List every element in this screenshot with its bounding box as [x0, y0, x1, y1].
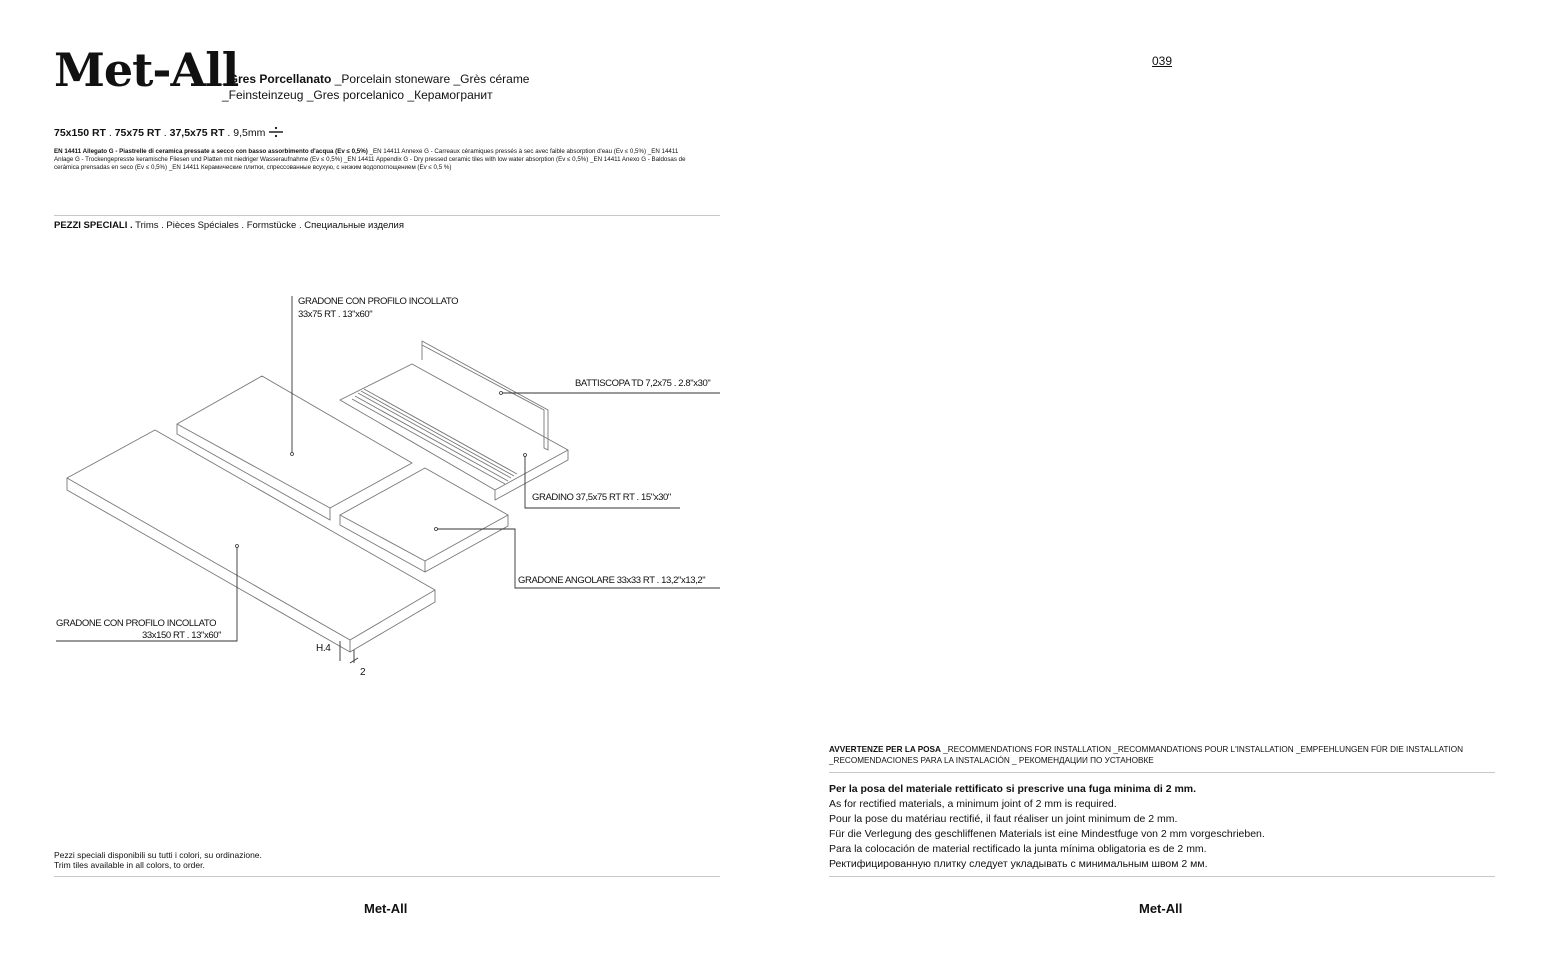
- trims-rest: Trims . Pièces Spéciales . Formstücke . Специальные изделия: [132, 220, 404, 231]
- footnote-line1: Pezzi speciali disponibili su tutti i colori, su ordinazione.: [54, 850, 262, 860]
- battiscopa-shape: [422, 341, 548, 450]
- footer-brand-left: Met-All: [364, 901, 408, 916]
- footer-brand-right: Met-All: [1139, 901, 1183, 916]
- brand-title: Met-All: [54, 43, 239, 97]
- advice-title: [829, 744, 1499, 766]
- separator: .: [105, 127, 115, 139]
- dimension-h4: H.4: [316, 643, 331, 654]
- advice-body: [829, 782, 1265, 872]
- format-2: 75x75 RT: [114, 127, 161, 139]
- gradino-shape: [340, 364, 568, 500]
- gradone-angolare-shape: [340, 468, 508, 572]
- advice-line-fr: Pour la pose du matériau rectifié, il faut réaliser un joint minimum de 2 mm.: [829, 813, 1178, 825]
- divider-bottom-right: [829, 876, 1495, 877]
- separator: .: [224, 127, 234, 139]
- thickness: 9,5mm: [233, 127, 266, 139]
- advice-line-ru: Ректифицированную плитку следует укладывать с минимальным швом 2 мм.: [829, 858, 1208, 870]
- footnote-line2: Trim tiles available in all colors, to order.: [54, 860, 205, 870]
- label-gradone-bottom-line2: 33x150 RT . 13"x60": [142, 630, 222, 641]
- material-subtitle-line2: _Feinsteinzeug _Gres porcelanico _Керамогранит: [222, 88, 493, 102]
- divider-bottom-left: [54, 876, 720, 877]
- advice-title-rest: _RECOMMENDATIONS FOR INSTALLATION _RECOMMANDATIONS POUR L'INSTALLATION _EMPFEHLUNGEN FÜR DIE INSTALLATION _RECOMENDACIONES PARA LA INSTALACIÓN _ РЕКОМЕНДАЦИИ ПО УСТАНОВКЕ: [829, 745, 1464, 765]
- label-gradone-angolare: GRADONE ANGOLARE 33x33 RT . 13,2"x13,2": [518, 575, 706, 586]
- divider-advice: [829, 772, 1495, 773]
- footnote: [54, 850, 262, 870]
- format-1: 75x150 RT: [54, 127, 106, 139]
- advice-line-en: As for rectified materials, a minimum joint of 2 mm is required.: [829, 798, 1117, 810]
- advice-line-de: Für die Verlegung des geschliffenen Materials ist eine Mindestfuge von 2 mm vorgeschrieben.: [829, 828, 1265, 840]
- norm-rest: _EN 14411 Annexe G - Carreaux céramiques pressés à sec avec faible absorption d'eau (Ev ≤ 0,5%) _EN 14411 Anlage G - Trockengepresste keramische Fliesen und Platten mit niedriger Wasseraufnahme (Ev ≤ 0,5%) _EN 14411 Appendix G - Dry pressed ceramic tiles with low water absorption (Ev ≤ 0,5%) _EN 14411 Anexo G - Baldosas de cerámica prensadas en seco (Ev ≤ 0,5%) _EN 14411 Керамические плитки, спрессованные всухую, с низким водопоглощением (Ev ≤ 0,5 %): [54, 148, 686, 171]
- page-number: 039: [1152, 54, 1173, 68]
- separator: .: [160, 127, 170, 139]
- trims-bold: PEZZI SPECIALI .: [54, 220, 133, 231]
- advice-line-it: Per la posa del materiale rettificato si prescrive una fuga minima di 2 mm.: [829, 783, 1197, 795]
- label-gradone-top-line1: GRADONE CON PROFILO INCOLLATO: [298, 296, 459, 307]
- advice-line-es: Para la colocación de material rectificado la junta mínima obligatoria es de 2 mm.: [829, 843, 1207, 855]
- label-gradone-top-line2: 33x75 RT . 13"x60": [298, 309, 373, 320]
- norm-bold: EN 14411 Allegato G - Piastrelle di ceramica pressate a secco con basso assorbimento d'acqua (Ev ≤ 0,5%): [54, 148, 368, 155]
- material-subtitle-bold: _Gres Porcellanato: [222, 72, 332, 86]
- advice-title-bold: AVVERTENZE PER LA POSA: [829, 745, 941, 754]
- label-battiscopa: BATTISCOPA TD 7,2x75 . 2.8"x30": [575, 378, 711, 389]
- dimension-2: 2: [360, 667, 366, 678]
- label-gradino: GRADINO 37,5x75 RT RT . 15"x30": [532, 492, 671, 503]
- format-3: 37,5x75 RT: [169, 127, 225, 139]
- gradone-33x75-shape: [177, 376, 412, 520]
- material-subtitle-rest: _Porcelain stoneware _Grès cérame: [331, 72, 530, 86]
- label-gradone-bottom-line1: GRADONE CON PROFILO INCOLLATO: [56, 618, 217, 629]
